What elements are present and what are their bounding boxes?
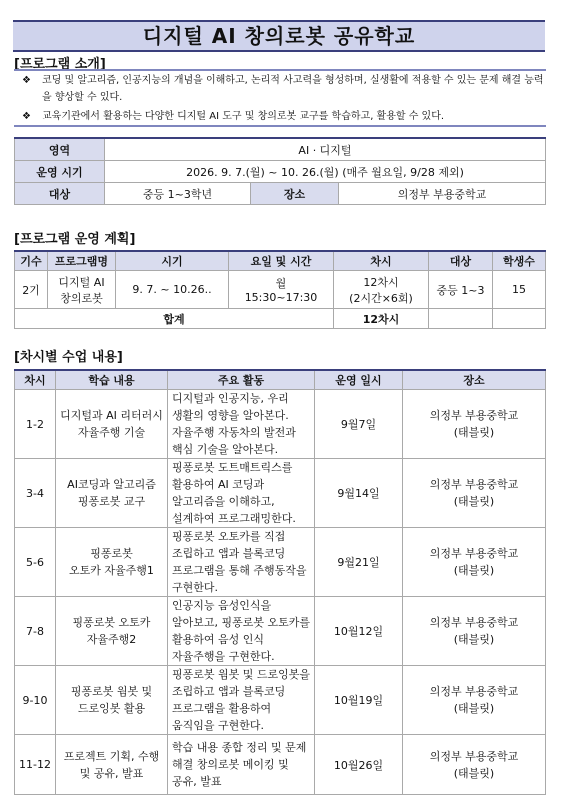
sessions-heading: [차시별 수업 내용] (14, 350, 123, 365)
period-label: 운영 시기 (15, 161, 105, 183)
session-number-cell: 7-8 (15, 597, 56, 666)
table-row (15, 528, 546, 597)
program-name-line: 창의로봇 (60, 291, 103, 305)
activity-line: 학습 내용 종합 정리 및 문제 (172, 741, 307, 754)
activity-line: 프로그램을 활용하여 (172, 702, 272, 715)
content-line: 핑퐁로봇 교구 (77, 495, 146, 508)
activity-cell (168, 597, 315, 666)
content-line: 프로젝트 기획, 수행 (63, 749, 160, 763)
period-cell: 9. 7. ~ 10.26.. (116, 271, 229, 309)
place-line: (태블릿) (453, 633, 495, 646)
activity-line: 프로그램을 통해 주행동작을 (172, 564, 307, 577)
col-header: 기수 (15, 251, 48, 271)
program-name-line: 디지털 AI (58, 275, 105, 289)
activity-line: 알아보고, 핑퐁로봇 오토카를 (172, 616, 311, 629)
sessions-cell (334, 271, 429, 309)
program-name-cell (48, 271, 116, 309)
content-cell (56, 390, 168, 459)
col-header: 요일 및 시간 (229, 251, 334, 271)
target-value: 중등 1~3학년 (105, 183, 251, 205)
target-label: 대상 (15, 183, 105, 205)
col-header: 주요 활동 (168, 370, 315, 390)
col-header: 차시 (15, 370, 56, 390)
table-row (15, 271, 546, 309)
content-line: 드로잉봇 활용 (77, 702, 146, 715)
content-cell (56, 735, 168, 795)
table-row (15, 459, 546, 528)
col-header: 학습 내용 (56, 370, 168, 390)
content-line: 핑퐁로봇 오토카 (72, 616, 151, 629)
day-text: 월 (275, 277, 287, 290)
date-cell: 10월12일 (315, 597, 403, 666)
diamond-bullet-icon: ❖ (22, 111, 31, 122)
place-line: (태블릿) (453, 426, 495, 439)
target-cell: 중등 1~3 (429, 271, 493, 309)
diamond-bullet-icon: ❖ (22, 75, 31, 86)
total-label: 합계 (15, 309, 334, 329)
sessions-table (14, 369, 546, 795)
col-header: 프로그램명 (48, 251, 116, 271)
date-cell: 9월7일 (315, 390, 403, 459)
place-line: (태블릿) (453, 495, 495, 508)
day-time-cell (229, 271, 334, 309)
sessions-line: (2시간×6회) (349, 291, 413, 305)
place-line: (태블릿) (453, 766, 495, 780)
content-line: 자율주행2 (86, 633, 137, 646)
intro-bullet-1 (22, 72, 547, 106)
table-row (15, 735, 546, 795)
content-line: 오토카 자율주행1 (69, 564, 154, 577)
place-value: 의정부 부용중학교 (339, 183, 546, 205)
place-cell (403, 390, 546, 459)
activity-line: 디지털과 인공지능, 우리 (172, 392, 289, 405)
bullet-text: 교육기관에서 활용하는 다양한 디지털 AI 도구 및 창의로봇 교구를 학습하고, 활용할 수 있다. (42, 111, 445, 122)
empty-cell (429, 309, 493, 329)
activity-line: 인공지능 음성인식을 (172, 599, 272, 612)
place-label: 장소 (251, 183, 339, 205)
activity-line: 생활의 영향을 알아본다. (172, 409, 289, 422)
time-text: 15:30~17:30 (244, 291, 318, 304)
content-line: 자율주행 기술 (77, 426, 146, 439)
activity-line: 핑퐁로봇 웜봇 및 드로잉봇을 (172, 668, 311, 681)
divider (14, 69, 546, 71)
content-cell (56, 528, 168, 597)
intro-heading: [프로그램 소개] (14, 57, 106, 72)
place-line: 의정부 부용중학교 (429, 547, 519, 560)
place-cell (403, 459, 546, 528)
activity-line: 자율주행 자동차의 발전과 (172, 426, 296, 439)
area-label: 영역 (15, 138, 105, 161)
content-cell (56, 597, 168, 666)
content-line: 핑퐁로봇 (90, 547, 133, 560)
date-cell: 10월26일 (315, 735, 403, 795)
activity-line: 핑퐁로봇 도트매트릭스를 (172, 461, 293, 474)
col-header: 차시 (334, 251, 429, 271)
activity-line: 구현한다. (172, 581, 219, 594)
content-cell (56, 459, 168, 528)
activity-cell (168, 735, 315, 795)
content-line: 핑퐁로봇 웜봇 및 (70, 685, 153, 698)
activity-line: 자율주행을 구현한다. (172, 650, 275, 663)
content-line: AI코딩과 알고리즘 (67, 478, 156, 491)
students-cell: 15 (493, 271, 546, 309)
session-number-cell: 9-10 (15, 666, 56, 735)
place-cell (403, 735, 546, 795)
place-line: (태블릿) (453, 564, 495, 577)
place-line: 의정부 부용중학교 (429, 616, 519, 629)
date-cell: 10월19일 (315, 666, 403, 735)
title-banner (13, 20, 545, 52)
empty-cell (493, 309, 546, 329)
table-row (15, 666, 546, 735)
session-number-cell: 5-6 (15, 528, 56, 597)
activity-line: 조립하고 앱과 블록코딩 (172, 547, 286, 560)
activity-cell (168, 528, 315, 597)
place-line: (태블릿) (453, 702, 495, 715)
activity-line: 공유, 발표 (172, 775, 222, 788)
session-number-cell: 1-2 (15, 390, 56, 459)
table-row (15, 390, 546, 459)
place-cell (403, 666, 546, 735)
activity-line: 조립하고 앱과 블록코딩 (172, 685, 286, 698)
info-table (14, 137, 546, 205)
activity-cell (168, 666, 315, 735)
divider (14, 125, 546, 127)
session-number-cell: 3-4 (15, 459, 56, 528)
activity-line: 움직임을 구현한다. (172, 719, 265, 732)
activity-cell (168, 390, 315, 459)
place-line: 의정부 부용중학교 (429, 749, 519, 763)
table-row (15, 597, 546, 666)
content-cell (56, 666, 168, 735)
term-cell: 2기 (15, 271, 48, 309)
plan-table (14, 250, 546, 329)
col-header: 운영 일시 (315, 370, 403, 390)
page-title: 디지털 AI 창의로봇 공유학교 (142, 24, 416, 48)
total-value: 12차시 (334, 309, 429, 329)
activity-line: 해결 창의로봇 메이킹 및 (172, 758, 289, 771)
col-header: 장소 (403, 370, 546, 390)
activity-line: 핑퐁로봇 오토카를 직접 (172, 530, 286, 543)
activity-line: 알고리즘을 이해하고, (172, 495, 275, 508)
area-value: AI · 디지털 (105, 138, 546, 161)
session-number-cell: 11-12 (15, 735, 56, 795)
activity-line: 핵심 기술을 알아본다. (172, 443, 279, 456)
activity-line: 활용하여 AI 코딩과 (172, 478, 265, 491)
content-line: 및 공유, 발표 (79, 766, 144, 780)
activity-line: 활용하여 음성 인식 (172, 633, 265, 646)
col-header: 시기 (116, 251, 229, 271)
date-cell: 9월21일 (315, 528, 403, 597)
activity-cell (168, 459, 315, 528)
place-line: 의정부 부용중학교 (429, 685, 519, 698)
place-cell (403, 528, 546, 597)
intro-bullet-2 (22, 108, 547, 125)
period-value: 2026. 9. 7.(월) ~ 10. 26.(월) (매주 월요일, 9/28 제외) (105, 161, 546, 183)
date-cell: 9월14일 (315, 459, 403, 528)
place-line: 의정부 부용중학교 (429, 409, 519, 422)
sessions-line: 12차시 (363, 275, 399, 289)
place-line: 의정부 부용중학교 (429, 478, 519, 491)
activity-line: 설계하여 프로그래밍한다. (172, 512, 296, 525)
plan-heading: [프로그램 운영 계획] (14, 232, 136, 247)
place-cell (403, 597, 546, 666)
col-header: 학생수 (493, 251, 546, 271)
content-line: 디지털과 AI 리터러시 (60, 409, 163, 422)
bullet-text: 코딩 및 알고리즘, 인공지능의 개념을 이해하고, 논리적 사고력을 형성하며, 실생활에 적용할 수 있는 문제 해결 능력을 향상할 수 있다. (42, 75, 544, 103)
col-header: 대상 (429, 251, 493, 271)
